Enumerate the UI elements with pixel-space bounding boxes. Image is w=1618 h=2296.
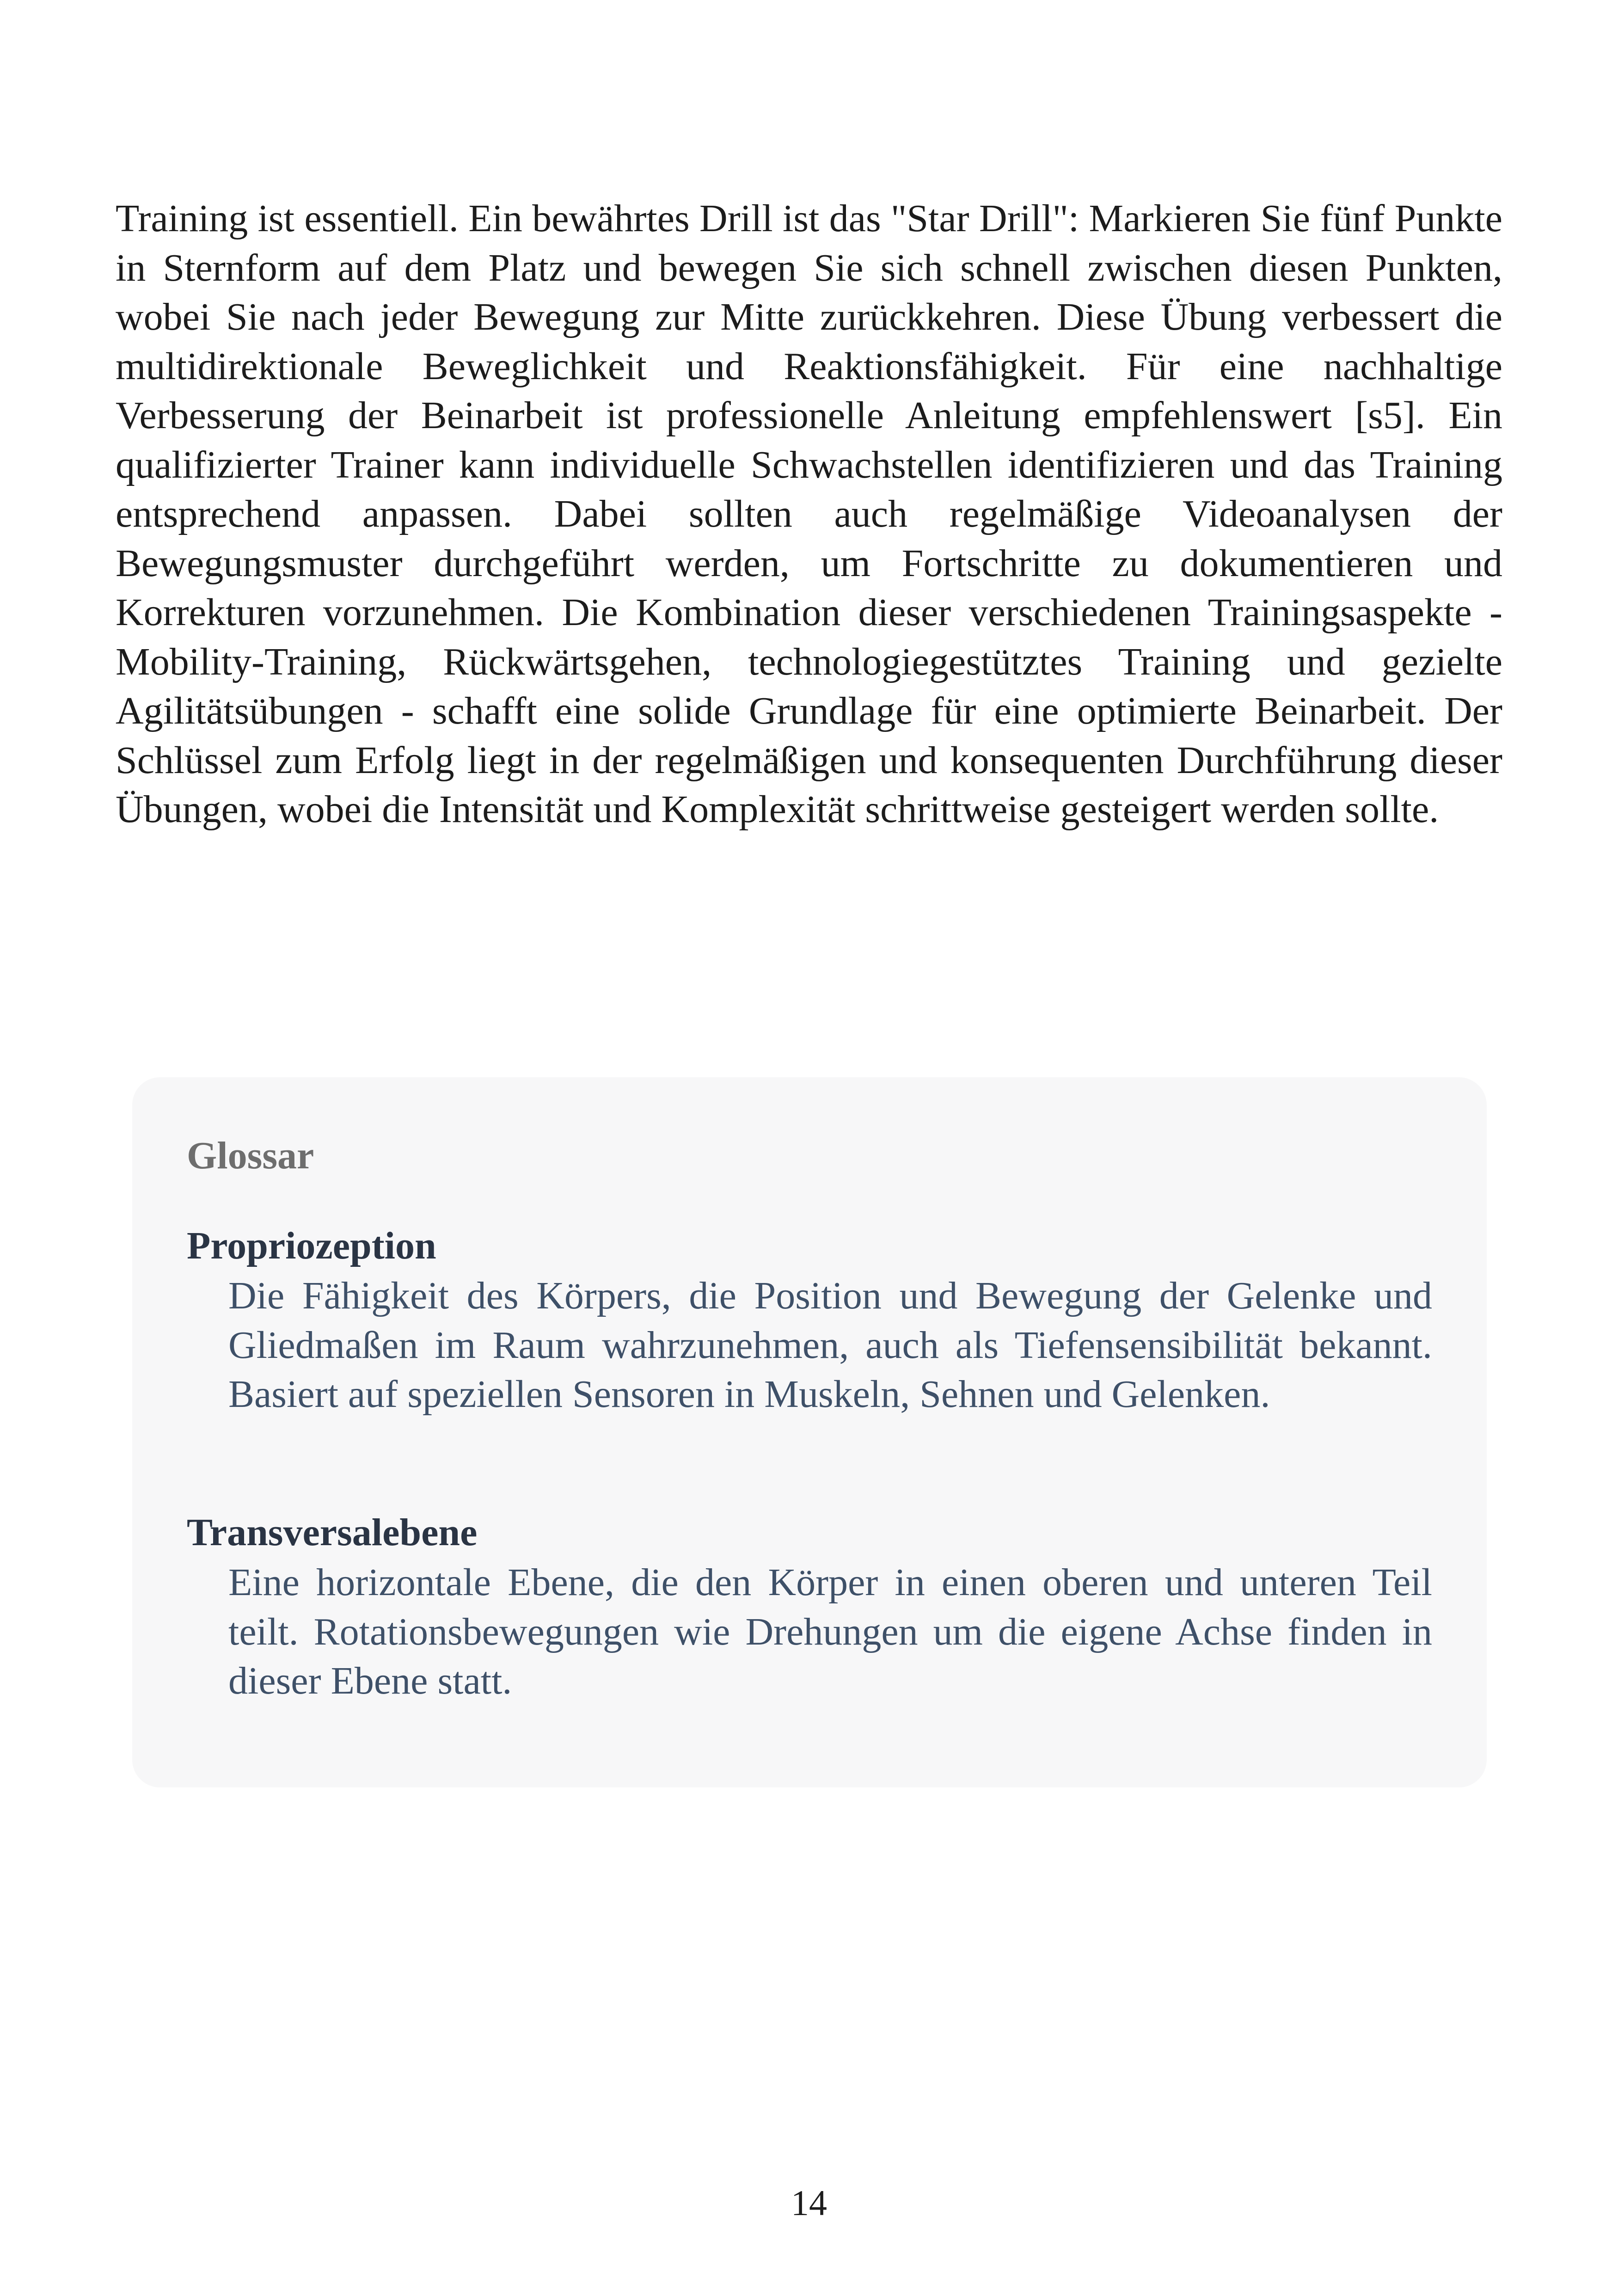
glossary-definition: Die Fähigkeit des Körpers, die Position und Bewegung der Gelenke und Gliedmaßen im Raum wahrzunehmen, auch als Tiefensensibilität bekannt. Basiert auf speziellen Sensoren in Muskeln, Sehnen und Gelenken. <box>228 1274 1432 1416</box>
glossary-title: Glossar <box>187 1134 314 1177</box>
glossary-entry <box>187 1507 1432 1706</box>
glossary-term: Propriozeption <box>187 1224 436 1267</box>
body-paragraph: Training ist essentiell. Ein bewährtes Drill ist das "Star Drill": Markieren Sie fünf Punkte in Sternform auf dem Platz und bewegen Sie sich schnell zwischen diesen Punkten, wobei Sie nach jeder Bewegung zur Mitte zurückkehren. Diese Übung verbessert die multidirektionale Beweglichkeit und Reaktionsfähigkeit. Für eine nachhaltige Verbesserung der Beinarbeit ist professionelle Anleitung empfehlenswert [s5]. Ein qualifizierter Trainer kann individuelle Schwachstellen identifizieren und das Training entsprechend anpassen. Dabei sollten auch regelmäßige Videoanalysen der Bewegungsmuster durchgeführt werden, um Fortschritte zu dokumentieren und Korrekturen vorzunehmen. Die Kombination dieser verschiedenen Trainingsaspekte - Mobility-Training, Rückwärtsgehen, technologiegestütztes Training und gezielte Agilitätsübungen - schafft eine solide Grundlage für eine optimierte Beinarbeit. Der Schlüssel zum Erfolg liegt in der regelmäßigen und konsequenten Durchführung dieser Übungen, wobei die Intensität und Komplexität schrittweise gesteigert werden sollte. <box>116 197 1502 831</box>
glossary-entry <box>187 1221 1432 1419</box>
page-number: 14 <box>791 2183 827 2223</box>
glossary-definition: Eine horizontale Ebene, die den Körper in einen oberen und unteren Teil teilt. Rotationsbewegungen wie Drehungen um die eigene Achse finden in dieser Ebene statt. <box>228 1561 1432 1702</box>
glossary-term: Transversalebene <box>187 1511 478 1554</box>
glossary-box <box>132 1077 1487 1787</box>
